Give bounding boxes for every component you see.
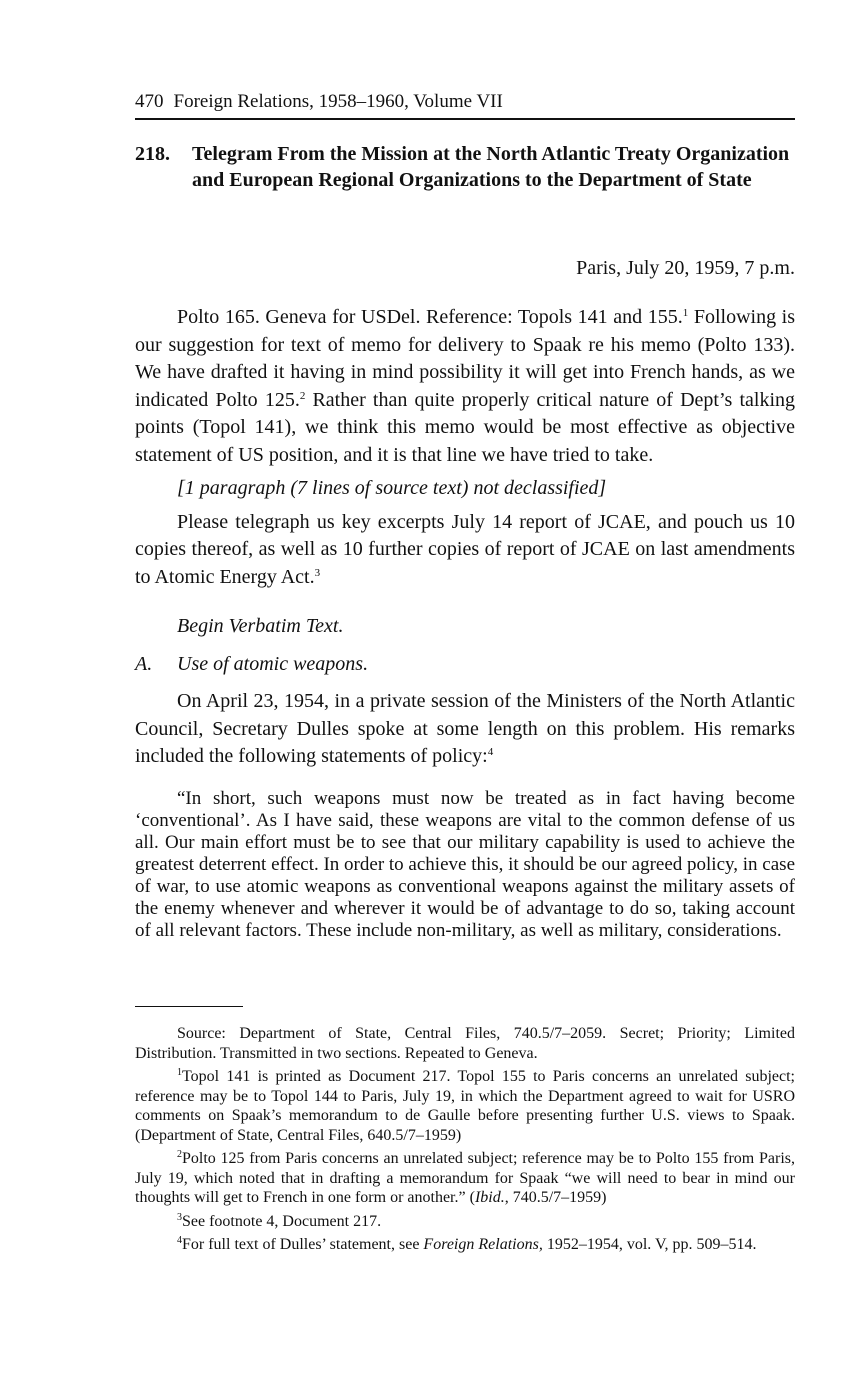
page-number: 470 [135,91,164,112]
running-head [135,89,795,120]
paragraph-3: Please telegraph us key excerpts July 14 report of JCAE, and pouch us 10 copies thereof, as well as 10 further copies of report of JCAE on last amendments to Atomic Energy Act.$^3$ [135,510,795,588]
document-heading [135,141,795,193]
footnote-2: $^2$Polto 125 from Paris concerns an unrelated subject; reference may be to Polto 155 from Paris, July 19, which noted that in drafting a memorandum for Spaak “we will need to bear in mind our thoughts will get to French in one form or another.” (Ibid., 740.5/7–1959) [135,1149,795,1206]
section-letter: A. [135,652,153,675]
dulles-quote [135,788,795,942]
document-number: 218. [135,143,170,165]
footnote-ref-1: 1 [682,307,689,319]
footnote-4: $^4$For full text of Dulles’ statement, see Foreign Relations, 1952–1954, vol. V, pp. 509–514. [177,1235,757,1253]
footnote-1: $^1$Topol 141 is printed as Document 217. Topol 155 to Paris concerns an unrelated subject; reference may be to Topol 144 to Paris, July 19, in which the Department agreed to wait for USRO comments on Spaak’s memorandum to de Gaulle before presenting further U.S. views to Spaak. (Department of State, Central Files, 640.5/7–1959) [135,1067,795,1144]
paragraph-1: Polto 165. Geneva for USDel. Reference: Topols 141 and 155.$^1$ Following is our suggestion for text of memo for delivery to Spaak re his memo (Polto 133). We have drafted it having in mind possibility it will get into French hands, as we indicated Polto 125.$^2$ Rather than quite properly critical nature of Dept’s talking points (Topol 141), we think this memo would be most effective as objective statement of US position, and it is that line we have tried to take. [135,306,796,466]
dateline: Paris, July 20, 1959, 7 p.m. [576,257,795,279]
paragraph-not-declassified: [1 paragraph (7 lines of source text) not declassified] [177,477,607,499]
section-a-heading [135,651,795,679]
footnote-ref-3: 3 [314,566,321,579]
quote-text: “In short, such weapons must now be treated as in fact having become ‘conventional’. As I have said, these weapons are vital to the common defense of us all. Our main effort must be to see that our military capability is used to achieve the greatest deterrent effect. In order to achieve this, it should be our agreed policy, in case of war, to use atomic weapons as conventional weapons against the military assets of the enemy whenever and wherever it would be of advantage to do so, taking account of all relevant factors. These include non-military, as well as military, considerations. [135,788,795,941]
footnote-divider [135,1006,243,1007]
document-title: Telegram From the Mission at the North Atlantic Treaty Organization and European Regional Organizations to the Department of State [192,143,790,191]
section-title: Use of atomic weapons. [177,652,369,675]
telegram-body [135,304,795,771]
running-title: Foreign Relations, 1958–1960, Volume VII [173,91,503,112]
footnote-3: $^3$See footnote 4, Document 217. [177,1211,382,1230]
footnote-ref-4: 4 [487,746,494,758]
footnote-ref-2: 2 [299,389,306,402]
paragraph-4: On April 23, 1954, in a private session of the Ministers of the North Atlantic Council, Secretary Dulles spoke at some length on this problem. His remarks included the following statements of policy:$^4$ [135,690,795,767]
source-note: Source: Department of State, Central Files, 740.5/7–2059. Secret; Priority; Limited Distribution. Transmitted in two sections. Repeated to Geneva. [135,1025,795,1062]
footnotes [135,1024,795,1259]
begin-verbatim: Begin Verbatim Text. [177,615,344,637]
